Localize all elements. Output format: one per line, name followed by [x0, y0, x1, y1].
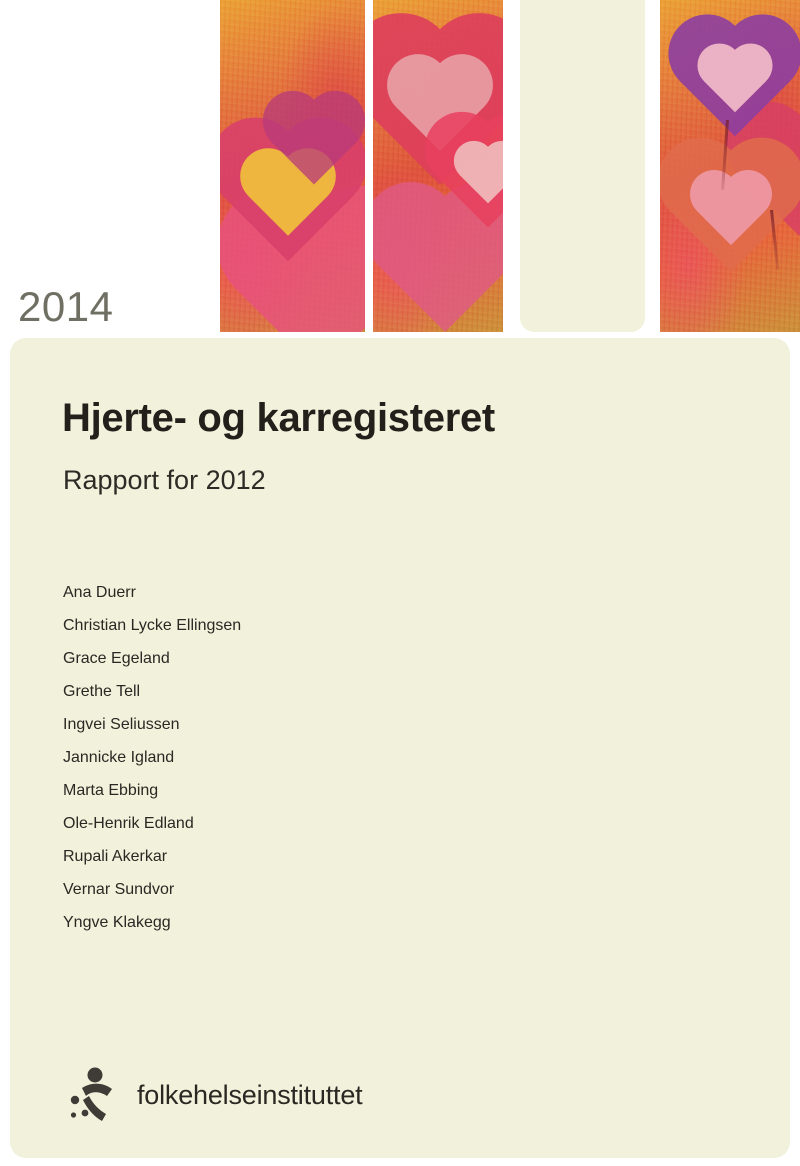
- hearts-panel-middle: [373, 0, 503, 332]
- page-subtitle: Rapport for 2012: [63, 465, 266, 495]
- list-item: Grace Egeland: [63, 650, 170, 667]
- list-item: Grethe Tell: [63, 683, 141, 700]
- page-title: Hjerte- og karregisteret: [62, 396, 495, 440]
- list-item: Ole-Henrik Edland: [63, 815, 194, 832]
- list-item: Christian Lycke Ellingsen: [63, 617, 242, 634]
- list-item: Yngve Klakegg: [63, 914, 171, 931]
- panel-gap: [503, 0, 520, 332]
- hearts-panel-left: [220, 0, 365, 332]
- cream-panel: [520, 0, 645, 332]
- fhi-figure-icon: [65, 1066, 127, 1124]
- cover-year: 2014: [18, 283, 114, 330]
- hearts-panel-right: [660, 0, 800, 332]
- list-item: Vernar Sundvor: [63, 881, 175, 898]
- list-item: Ana Duerr: [63, 584, 136, 601]
- publisher-name: folkehelseinstituttet: [137, 1079, 363, 1110]
- author-list: [63, 576, 563, 939]
- list-item: Ingvei Seliussen: [63, 716, 180, 733]
- panel-gap: [645, 0, 660, 332]
- list-item: Jannicke Igland: [63, 749, 175, 766]
- publisher-logo: [65, 1066, 362, 1124]
- cover-artwork: [220, 0, 800, 332]
- list-item: Rupali Akerkar: [63, 848, 168, 865]
- list-item: Marta Ebbing: [63, 782, 159, 799]
- cover-panel: [10, 338, 790, 1158]
- panel-gap: [365, 0, 373, 332]
